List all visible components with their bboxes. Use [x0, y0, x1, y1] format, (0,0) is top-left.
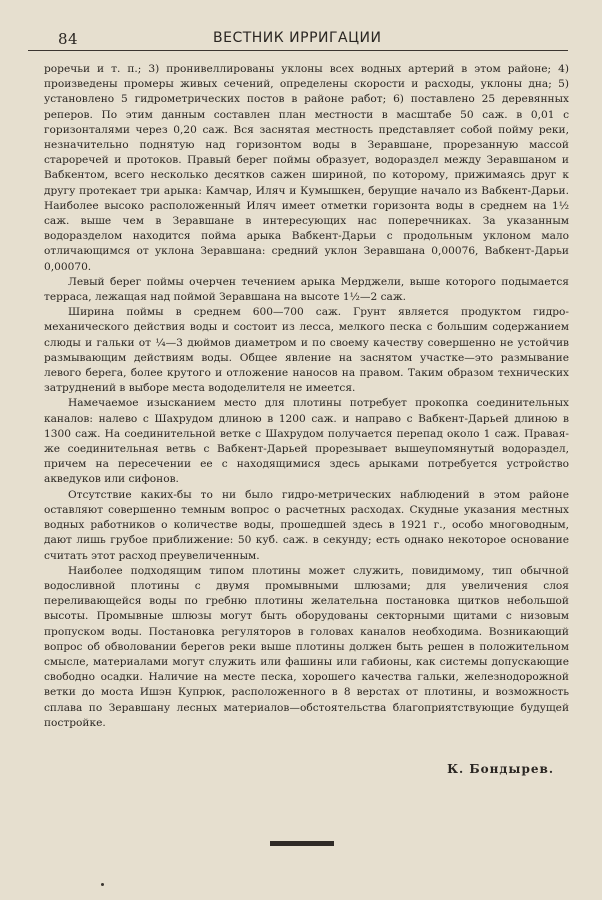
paragraph: роречьи и т. п.; 3) пронивеллированы уклоны всех водных артерий в этом районе; 4) произведены промеры живых сечений, определены скорости и расходы, уклоны дна; 5) установлено 5 гидрометрических постов в районе работ; 6) поставлено 25 деревянных реперов. По этим данным составлен план местности в масштабе 50 саж. в 0,01 с горизонталями через 0,20 саж. Вся заснятая местность представляет собой пойму реки, незначительно поднятую над горизонтом воды в Зеравшане, прорезанную массой староречей и протоков. Правый берег поймы образует, водораздел между Зеравшаном и Вабкентом, всего несколько десятков сажен шириной, по которому, прижимаясь друг к другу протекает три арыка: Камчар, Иляч и Кумышкен, берущие начало из Вабкент-Дарьи. Наиболее высоко расположенный Иляч имеет отметки горизонта воды в среднем на 1½ саж. выше чем в Зеравшане в интересующих нас поперечниках. За указанным водоразделом находится пойма арыка Вабкент-Дарьи с продольным уклоном мало отличающимся от уклона Зеравшана: средний уклон Зеравшана 0,00076, Вабкент-Дарьи 0,00070.: [44, 63, 569, 273]
paragraph: Отсутствие каких-бы то ни было гидро-метрических наблюдений в этом районе оставляют совершенно темным вопрос о расчетных расходах. Скудные указания местных водных работников о количестве воды, прошедшей здесь в 1921 г., особо многоводным, дают лишь грубое приближение: 50 куб. саж. в секунду; есть однако некоторое основание считать этот расход преувеличенным.: [44, 488, 569, 562]
article-body: [44, 62, 569, 731]
paragraph: Намечаемое изысканием место для плотины потребует прокопка соединительных каналов: налево с Шахрудом длиною в 1200 саж. и направо с Вабкент-Дарьей длиною в 1300 саж. На соединительной ветке с Шахрудом получается перепад около 1 саж. Правая-же соединительная ветвь с Вабкент-Дарьей прорезывает вышеупомянутый водораздел, причем на пересечении ее с находящимися здесь арыками потребуется устройство акведуков или сифонов.: [44, 397, 569, 486]
end-ornament-bar: [270, 841, 334, 846]
paragraph: Ширина поймы в среднем 600—700 саж. Грунт является продуктом гидро-механического действия воды и состоит из лесса, мелкого песка с большим содержанием слюды и гальки от ¼—3 дюймов диаметром и по своему качеству совершенно не устойчив размывающим действиям воды. Общее явление на заснятом участке—это размывание левого берега, более крутого и отложение наносов на правом. Таким образом технических затруднений в выборе места вододелителя не имеется.: [44, 306, 569, 395]
journal-title: ВЕСТНИК ИРРИГАЦИИ: [213, 30, 382, 46]
author-signature: К. Бондырев.: [447, 762, 554, 776]
page-number: 84: [58, 30, 79, 48]
header-rule: [28, 50, 568, 51]
paragraph: Левый берег поймы очерчен течением арыка Мерджели, выше которого подымается терраса, лежащая над поймой Зеравшана на высоте 1½—2 саж.: [44, 275, 569, 304]
page-header: [28, 30, 568, 52]
paragraph: Наиболее подходящим типом плотины может служить, повидимому, тип обычной водосливной плотины с двумя промывными шлюзами; для увеличения слоя переливающейся воды по гребню плотины желательна постановка щитков небольшой высоты. Промывные шлюзы могут быть оборудованы секторными щитами с низовым пропуском воды. Постановка регуляторов в головах каналов необходима. Возникающий вопрос об обволовании берегов реки выше плотины должен быть решен в положительном смысле, материалами могут служить или фашины или габионы, как системы допускающие свободно осадки. Наличие на месте песка, хорошего качества гальки, железнодорожной ветки до моста Ишэн Купрюк, расположенного в 8 верстах от плотины, и возможность сплава по Зеравшану лесных материалов—обстоятельства благоприятствующие будущей постройке.: [44, 564, 569, 729]
ink-spot: [101, 883, 104, 886]
